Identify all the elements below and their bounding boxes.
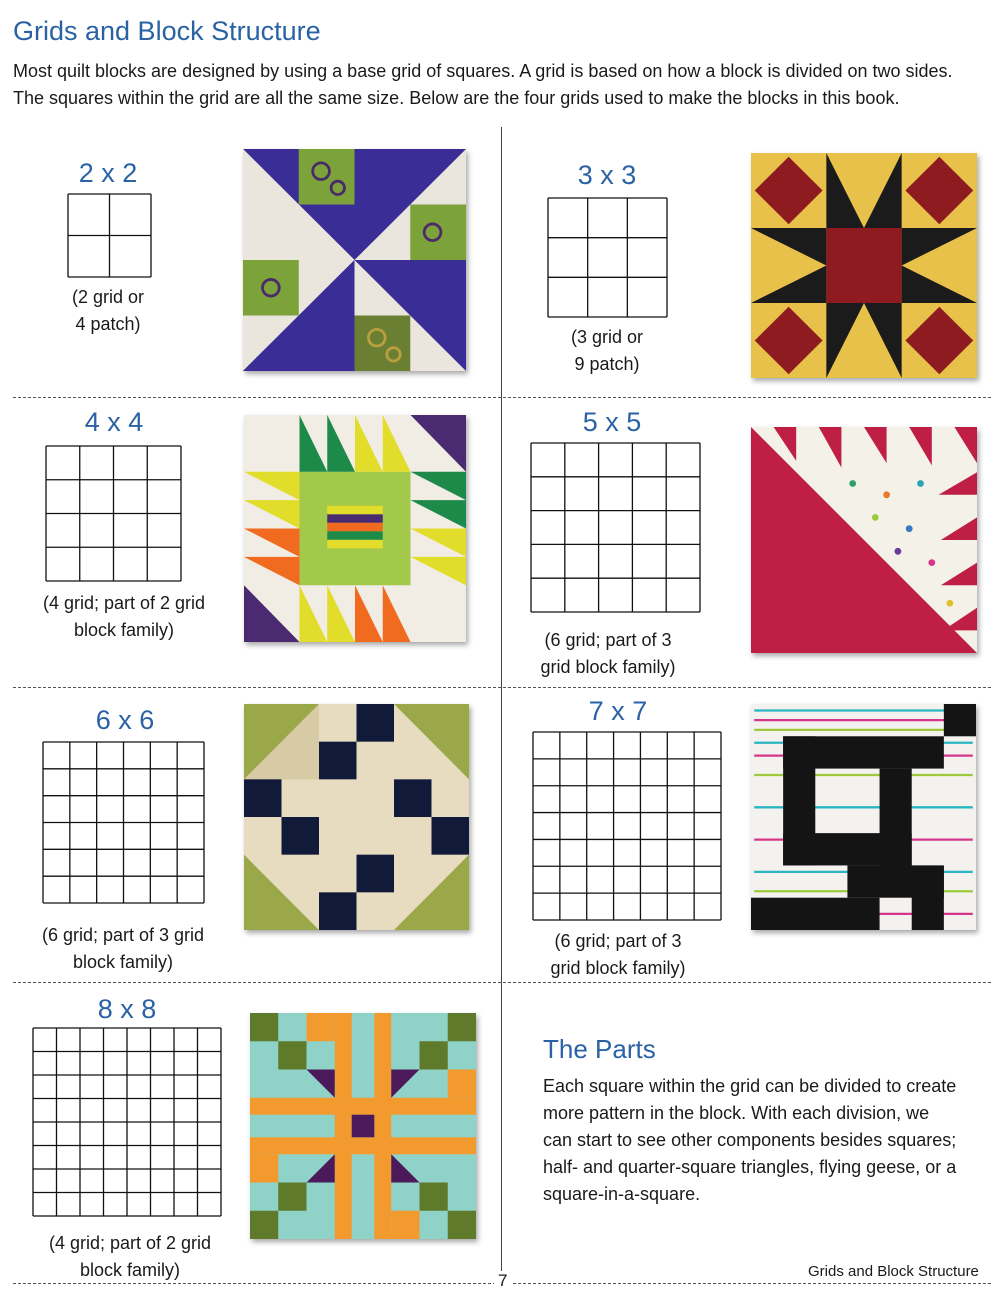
grid-diagram	[67, 193, 152, 278]
grid-diagram	[532, 731, 722, 921]
quilt-block-maze	[751, 704, 976, 930]
page-number: 7	[494, 1271, 511, 1291]
grid-caption-line: (2 grid or	[71, 287, 145, 307]
grid-diagram	[547, 197, 668, 318]
grid-diagram	[45, 445, 182, 582]
grid-caption-line: (6 grid; part of 3	[544, 630, 672, 650]
grid-diagram	[32, 1027, 222, 1217]
grid-diagram	[42, 741, 205, 904]
grid-caption-line: 4 patch)	[75, 314, 141, 334]
parts-heading: The Parts	[543, 1034, 656, 1064]
grid-label: 2 x 2	[78, 158, 138, 188]
quilt-block-star	[244, 415, 466, 642]
grid-caption-line: block family)	[79, 1260, 181, 1280]
quilt-block-churn	[244, 704, 469, 930]
grid-caption-line: (4 grid; part of 2 grid	[42, 593, 206, 613]
intro-paragraph: Most quilt blocks are designed by using a base grid of squares. A grid is based on how a block is divided on two sides. The squares within the grid are all the same size. Below are the four grids used to make the blocks in this book.	[13, 61, 953, 108]
grid-caption-line: (4 grid; part of 2 grid	[48, 1233, 212, 1253]
row-divider	[13, 687, 991, 688]
quilt-block-pinwheel	[243, 149, 466, 371]
quilt-block-chain	[250, 1013, 476, 1239]
quilt-block-ohio-star	[751, 153, 977, 378]
grid-label: 7 x 7	[588, 696, 648, 726]
footer-title: Grids and Block Structure	[808, 1263, 979, 1280]
grid-caption-line: grid block family)	[550, 958, 686, 978]
grid-caption-line: block family)	[72, 952, 174, 972]
quilt-block-bear-paw	[751, 427, 977, 653]
row-divider	[13, 397, 991, 398]
page-title: Grids and Block Structure	[13, 16, 321, 46]
parts-paragraph: Each square within the grid can be divided to create more pattern in the block. With each division, we can start to see other components besides squares; half- and quarter-square triangles, flying geese, or a square-in-a-square.	[543, 1076, 957, 1204]
vertical-divider	[501, 127, 502, 1287]
grid-label: 4 x 4	[84, 407, 144, 437]
grid-label: 3 x 3	[577, 160, 637, 190]
grid-caption-line: block family)	[73, 620, 175, 640]
grid-label: 6 x 6	[95, 705, 155, 735]
grid-caption-line: 9 patch)	[574, 354, 640, 374]
grid-diagram	[530, 442, 701, 613]
grid-caption-line: grid block family)	[540, 657, 676, 677]
grid-label: 8 x 8	[97, 994, 157, 1024]
grid-caption-line: (3 grid or	[570, 327, 644, 347]
row-divider	[13, 982, 991, 983]
grid-label: 5 x 5	[582, 407, 642, 437]
grid-caption-line: (6 grid; part of 3	[554, 931, 682, 951]
grid-caption-line: (6 grid; part of 3 grid	[41, 925, 205, 945]
